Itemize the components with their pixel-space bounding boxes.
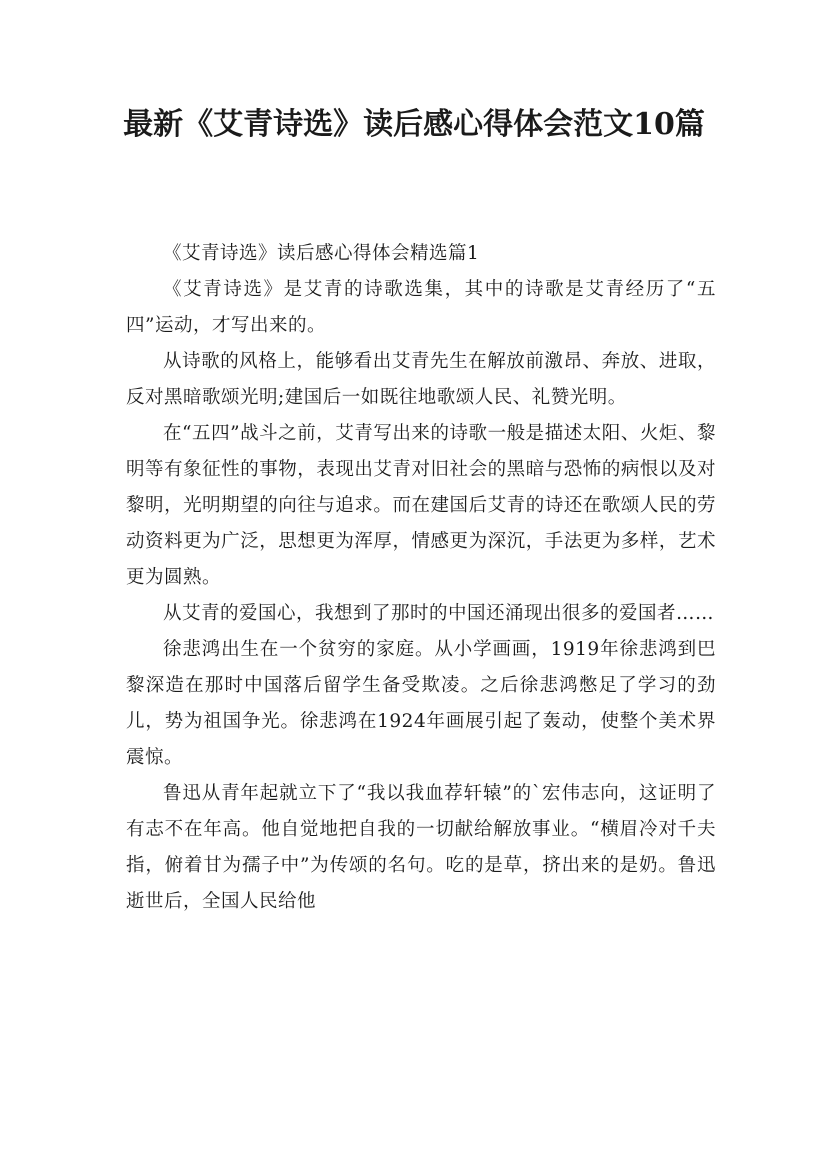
paragraph: 《艾青诗选》是艾青的诗歌选集，其中的诗歌是艾青经历了“五四”运动，才写出来的。	[126, 279, 716, 336]
section-heading: 《艾青诗选》读后感心得体会精选篇1	[163, 243, 480, 264]
document-body	[126, 236, 716, 920]
paragraph: 鲁迅从青年起就立下了“我以我血荐轩辕”的`宏伟志向，这证明了有志不在年高。他自觉地把自我的一切献给解放事业。“横眉冷对千夫指，俯着甘为孺子中”为传颂的名句。吃的是草，挤出来的是奶。鲁迅逝世后，全国人民给他	[126, 783, 716, 912]
paragraph: 在“五四”战斗之前，艾青写出来的诗歌一般是描述太阳、火炬、黎明等有象征性的事物，表现出艾青对旧社会的黑暗与恐怖的病恨以及对黎明，光明期望的向往与追求。而在建国后艾青的诗还在歌颂人民的劳动资料更为广泛，思想更为浑厚，情感更为深沉，手法更为多样，艺术更为圆熟。	[126, 423, 716, 588]
paragraph: 徐悲鸿出生在一个贫穷的家庭。从小学画画，1919年徐悲鸿到巴黎深造在那时中国落后留学生备受欺凌。之后徐悲鸿憋足了学习的劲儿，势为祖国争光。徐悲鸿在1924年画展引起了轰动，使整个美术界震惊。	[126, 639, 716, 768]
paragraph: 从诗歌的风格上，能够看出艾青先生在解放前激昂、奔放、进取，反对黑暗歌颂光明;建国后一如既往地歌颂人民、礼赞光明。	[126, 351, 716, 408]
document-title: 最新《艾青诗选》读后感心得体会范文10篇	[123, 107, 705, 142]
paragraph: 从艾青的爱国心，我想到了那时的中国还涌现出很多的爱国者……	[163, 603, 715, 624]
